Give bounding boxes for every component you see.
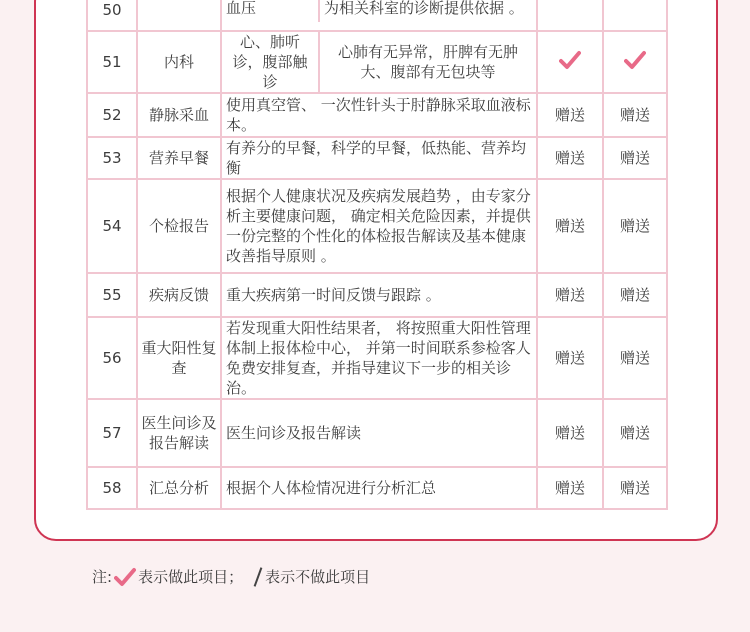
table-row xyxy=(87,137,667,179)
package-a-cell: 赠送 xyxy=(537,317,603,399)
table-row xyxy=(87,0,667,31)
item-description: 若发现重大阳性结果者， 将按照重大阳性管理体制上报体检中心， 并第一时间联系参检客人免费安排复查，并指导建议下一步的相关诊治。 xyxy=(221,317,537,399)
package-a-cell xyxy=(537,0,603,31)
row-number: 50 xyxy=(87,0,137,31)
package-b-cell: 赠送 xyxy=(603,273,667,317)
row-number: 56 xyxy=(87,317,137,399)
check-icon xyxy=(624,50,646,70)
item-description: 有养分的早餐，科学的早餐，低热能、营养均衡 xyxy=(221,137,537,179)
table-row xyxy=(87,273,667,317)
item-name: 个检报告 xyxy=(137,179,221,273)
package-a-cell: 赠送 xyxy=(537,179,603,273)
row-number: 52 xyxy=(87,93,137,137)
item-name xyxy=(137,0,221,31)
package-a-cell: 赠送 xyxy=(537,467,603,509)
item-name: 静脉采血 xyxy=(137,93,221,137)
slash-legend-text: 表示不做此项目 xyxy=(265,568,371,586)
row-number: 57 xyxy=(87,399,137,467)
table-row xyxy=(87,31,667,93)
row-number: 54 xyxy=(87,179,137,273)
item-description: 重大疾病第一时间反馈与跟踪 。 xyxy=(221,273,537,317)
sub-item: 血压 xyxy=(222,0,320,22)
item-name: 营养早餐 xyxy=(137,137,221,179)
package-b-cell: 赠送 xyxy=(603,399,667,467)
item-description: 心肺有无异常，肝脾有无肿大、腹部有无包块等 xyxy=(337,43,518,81)
package-b-cell xyxy=(603,0,667,31)
package-b-cell: 赠送 xyxy=(603,179,667,273)
item-description: 根据个人体检情况进行分析汇总 xyxy=(221,467,537,509)
package-b-cell: 赠送 xyxy=(603,317,667,399)
item-description: 为相关科室的诊断提供依据 。 xyxy=(324,0,524,17)
legend-note xyxy=(92,566,370,587)
row-number: 51 xyxy=(87,31,137,93)
item-description: 根据个人健康状况及疾病发展趋势 ，由专家分析主要健康问题， 确定相关危险因素，并提供一份完整的个性化的体检报告解读及基本健康改善指导原则 。 xyxy=(221,179,537,273)
package-b-cell: 赠送 xyxy=(603,137,667,179)
exam-items-table xyxy=(86,0,668,510)
package-a-cell: 赠送 xyxy=(537,399,603,467)
item-description: 医生问诊及报告解读 xyxy=(221,399,537,467)
item-name: 内科 xyxy=(137,31,221,93)
item-description: 使用真空管、 一次性针头于肘静脉采取血液标本。 xyxy=(221,93,537,137)
row-number: 55 xyxy=(87,273,137,317)
package-a-cell: 赠送 xyxy=(537,273,603,317)
package-b-cell: 赠送 xyxy=(603,93,667,137)
row-number: 58 xyxy=(87,467,137,509)
item-name: 疾病反馈 xyxy=(137,273,221,317)
package-b-cell: 赠送 xyxy=(603,467,667,509)
package-a-cell: 赠送 xyxy=(537,93,603,137)
table-row xyxy=(87,467,667,509)
table-row xyxy=(87,399,667,467)
row-number: 53 xyxy=(87,137,137,179)
note-prefix: 注: xyxy=(92,568,113,586)
item-name: 医生问诊及报告解读 xyxy=(137,399,221,467)
item-name: 重大阳性复查 xyxy=(137,317,221,399)
item-name: 汇总分析 xyxy=(137,467,221,509)
table-row xyxy=(87,317,667,399)
check-icon xyxy=(559,50,581,70)
package-a-cell: 赠送 xyxy=(537,137,603,179)
table-row xyxy=(87,179,667,273)
check-icon xyxy=(114,567,136,587)
sub-item: 心、肺听诊，腹部触诊 xyxy=(222,32,320,92)
check-legend-text: 表示做此项目； xyxy=(138,568,244,586)
table-row xyxy=(87,93,667,137)
slash-icon xyxy=(254,567,263,586)
